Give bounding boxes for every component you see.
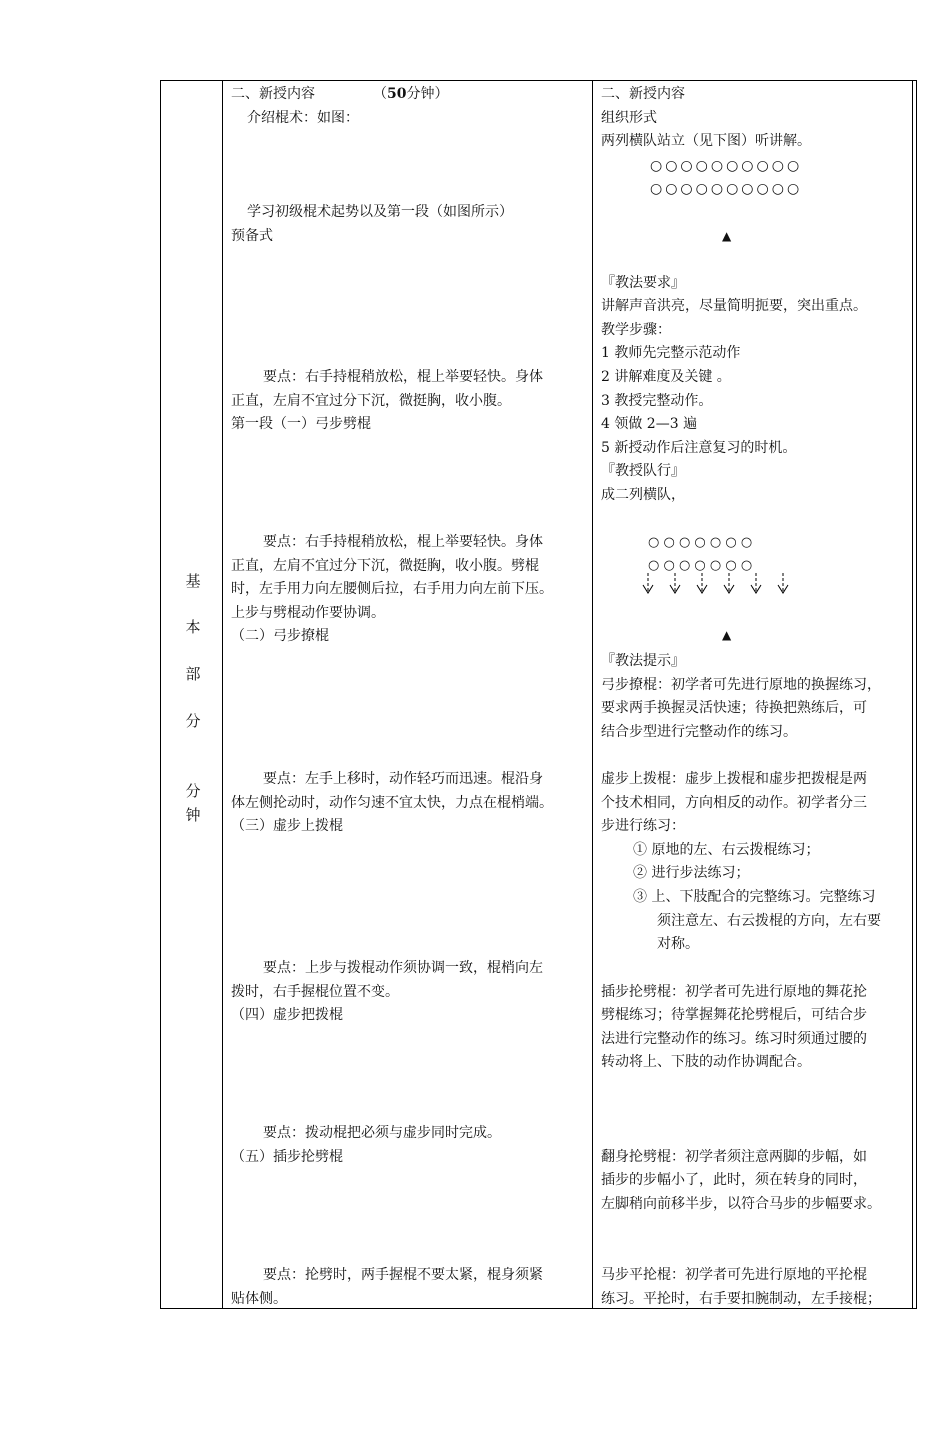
section-title: （五）插步抡劈棍 — [231, 1149, 343, 1165]
formation-row-1: ○○○○○○○○○○ — [650, 158, 803, 174]
column-divider-3 — [912, 81, 913, 1308]
left-heading — [231, 83, 448, 107]
side-label-char: 分 — [185, 782, 201, 800]
steps-title: 教学步骤： — [601, 322, 671, 338]
tip-text: 要求两手换握灵活快速；待换把熟练后，可 — [601, 700, 867, 716]
requirement-title: 『教法要求』 — [601, 275, 685, 291]
org-text: 组织形式 — [601, 110, 657, 126]
step-item: 3 教授完整动作。 — [601, 393, 713, 409]
section-title: （二）弓步撩棍 — [231, 628, 329, 644]
tip-text: 练习。平抡时，右手要扣腕制动，左手接棍； — [601, 1291, 881, 1307]
section-title: 第一段（一）弓步劈棍 — [231, 416, 371, 432]
prep-text: 预备式 — [231, 228, 273, 244]
march-arrows — [640, 573, 800, 601]
march-text: 成二列横队， — [601, 487, 685, 503]
requirement-text: 讲解声音洪亮，尽量简明扼要，突出重点。 — [601, 298, 867, 314]
point-text: 要点：抡劈时，两手握棍不要太紧，棍身须紧 — [263, 1267, 543, 1283]
tip-text: 步进行练习： — [601, 818, 685, 834]
point-text: 要点：右手持棍稍放松，棍上举要轻快。身体 — [263, 534, 543, 550]
tip-text: 左脚稍向前移半步，以符合马步的步幅要求。 — [601, 1196, 881, 1212]
tip-text: 劈棍练习；待掌握舞花抡劈棍后，可结合步 — [601, 1007, 867, 1023]
down-arrow-icon — [643, 573, 653, 593]
point-text: 正直，左肩不宜过分下沉，微挺胸，收小腹。劈棍 — [231, 558, 539, 574]
left-heading-text: 二、新授内容 — [231, 86, 315, 102]
duration-number: 50 — [387, 86, 407, 102]
sub-step: ② 进行步法练习； — [633, 865, 750, 881]
teacher-marker-icon: ▲ — [722, 628, 732, 642]
tip-text: 插步抡劈棍：初学者可先进行原地的舞花抡 — [601, 984, 867, 1000]
tip-text: 翻身抡劈棍：初学者须注意两脚的步幅，如 — [601, 1149, 867, 1165]
duration-open: （ — [373, 86, 387, 102]
point-text: 拨时，右手握棍位置不变。 — [231, 984, 399, 1000]
march-title: 『教授队行』 — [601, 463, 685, 479]
point-text: 体左侧抡动时，动作匀速不宜太快，力点在棍梢端。 — [231, 795, 553, 811]
tip-text: 个技术相同，方向相反的动作。初学者分三 — [601, 795, 867, 811]
right-heading: 二、新授内容 — [601, 86, 685, 102]
sub-step: 对称。 — [657, 936, 699, 952]
teacher-marker-icon: ▲ — [722, 229, 732, 243]
sub-step: ① 原地的左、右云拨棍练习； — [633, 842, 820, 858]
tip-text: 转动将上、下肢的动作协调配合。 — [601, 1054, 811, 1070]
learn-text: 学习初级棍术起势以及第一段（如图所示） — [247, 204, 513, 220]
sub-step: 须注意左、右云拨棍的方向，左右要 — [657, 913, 881, 929]
tip-text: 插步的步幅小了，此时，须在转身的同时， — [601, 1172, 867, 1188]
intro-text: 介绍棍术：如图： — [247, 110, 359, 126]
tip-text: 弓步撩棍：初学者可先进行原地的换握练习， — [601, 677, 881, 693]
section-title: （三）虚步上拨棍 — [231, 818, 343, 834]
point-text: 要点：上步与拨棍动作须协调一致，棍梢向左 — [263, 960, 543, 976]
point-text: 正直，左肩不宜过分下沉，微挺胸，收小腹。 — [231, 393, 511, 409]
point-text: 要点：左手上移时，动作轻巧而迅速。棍沿身 — [263, 771, 543, 787]
down-arrow-icon — [670, 573, 680, 593]
step-item: 4 领做 2—3 遍 — [601, 416, 698, 432]
point-text: 要点：拨动棍把必须与虚步同时完成。 — [263, 1125, 501, 1141]
down-arrow-icon — [778, 573, 788, 593]
point-text: 贴体侧。 — [231, 1291, 287, 1307]
side-label-char: 本 — [185, 618, 201, 636]
point-text: 要点：右手持棍稍放松，棍上举要轻快。身体 — [263, 369, 543, 385]
sub-step: ③ 上、下肢配合的完整练习。完整练习 — [633, 889, 876, 905]
duration-unit: 分钟） — [406, 86, 449, 102]
tip-text: 结合步型进行完整动作的练习。 — [601, 724, 797, 740]
down-arrow-icon — [751, 573, 761, 593]
side-label-char: 部 — [185, 665, 201, 683]
formation-row-2: ○○○○○○○○○○ — [650, 181, 803, 197]
down-arrow-icon — [724, 573, 734, 593]
march-row-2: ○ ○ ○ ○ ○ ○ ○ — [648, 558, 753, 573]
tip-title: 『教法提示』 — [601, 653, 685, 669]
point-text: 上步与劈棍动作要协调。 — [231, 605, 385, 621]
tip-text: 马步平抡棍：初学者可先进行原地的平抡棍 — [601, 1267, 867, 1283]
side-label-char: 钟 — [185, 806, 201, 824]
side-label-char: 分 — [185, 712, 201, 730]
march-row-1: ○ ○ ○ ○ ○ ○ ○ — [648, 535, 753, 550]
down-arrow-icon — [697, 573, 707, 593]
step-item: 2 讲解难度及关键 。 — [601, 369, 731, 385]
tip-text: 虚步上拨棍：虚步上拨棍和虚步把拨棍是两 — [601, 771, 867, 787]
column-divider-2 — [592, 81, 593, 1308]
step-item: 1 教师先完整示范动作 — [601, 345, 741, 361]
column-divider-1 — [222, 81, 223, 1308]
formation-text: 两列横队站立（见下图）听讲解。 — [601, 133, 811, 149]
step-item: 5 新授动作后注意复习的时机。 — [601, 440, 797, 456]
point-text: 时，左手用力向左腰侧后拉，右手用力向左前下压。 — [231, 581, 553, 597]
tip-text: 法进行完整动作的练习。练习时须通过腰的 — [601, 1031, 867, 1047]
side-label-char: 基 — [185, 572, 201, 590]
section-title: （四）虚步把拨棍 — [231, 1007, 343, 1023]
